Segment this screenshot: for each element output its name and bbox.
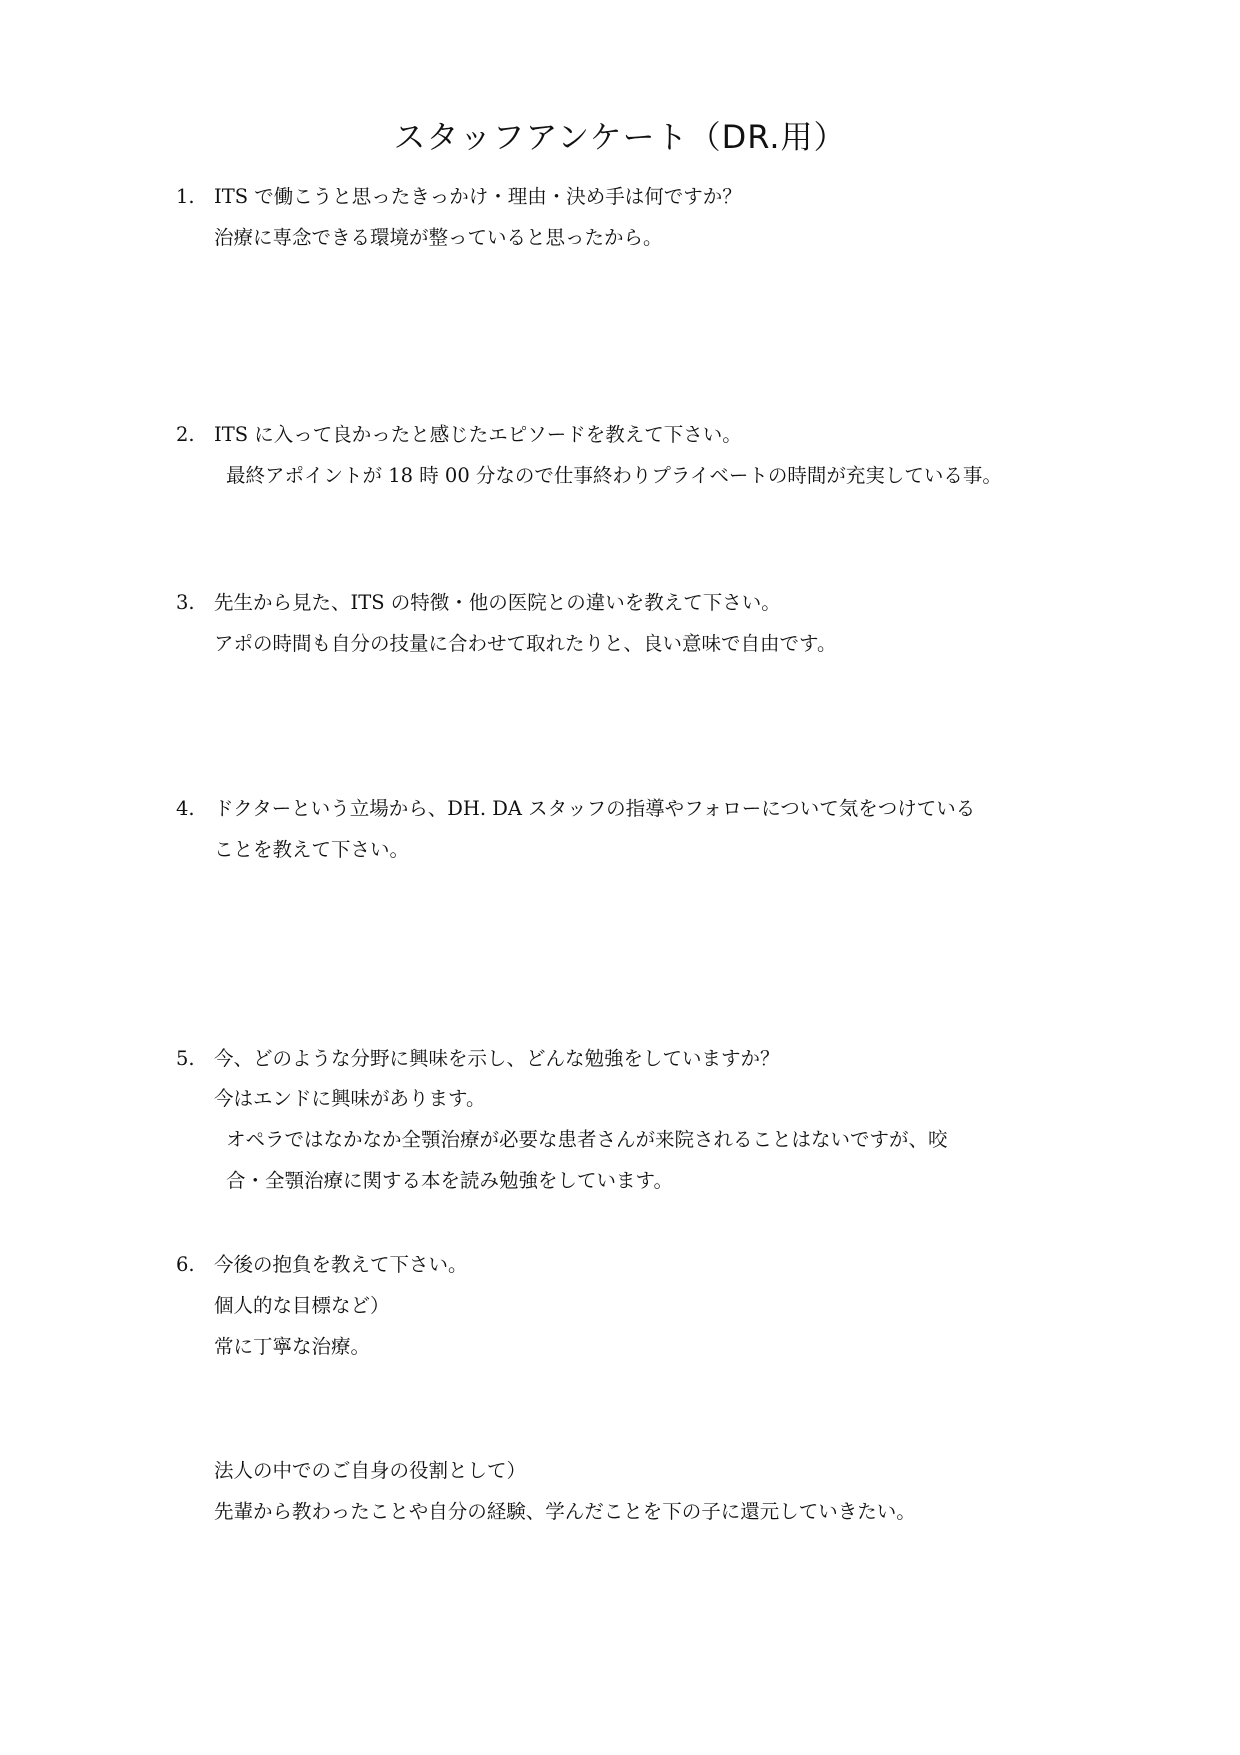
question-number: 4. <box>176 797 195 820</box>
question-number: 2. <box>176 423 195 446</box>
question-number: 6. <box>176 1253 195 1276</box>
question-text: 今、どのような分野に興味を示し、どんな勉強をしていますか？ <box>214 1047 780 1070</box>
answer-text: アポの時間も自分の技量に合わせて取れたりと、良い意味で自由です。 <box>214 632 837 655</box>
page-title: スタッフアンケート（DR.用） <box>393 118 847 156</box>
question-number: 5. <box>176 1047 195 1070</box>
question-text: 先生から見た、ITS の特徴・他の医院との違いを教えて下さい。 <box>214 591 781 614</box>
answer-text: 法人の中でのご自身の役割として） <box>214 1459 527 1482</box>
question-text: ドクターという立場から、DH. DA スタッフの指導やフォローについて気をつけている <box>214 797 976 820</box>
answer-text: オペラではなかなか全顎治療が必要な患者さんが来院されることはないですが、咬 <box>226 1128 948 1151</box>
answer-text: 個人的な目標など） <box>214 1294 390 1317</box>
question-text: ITS に入って良かったと感じたエピソードを教えて下さい。 <box>214 423 742 446</box>
answer-text: 最終アポイントが 18 時 00 分なので仕事終わりプライベートの時間が充実している事。 <box>226 464 1002 487</box>
answer-text: 合・全顎治療に関する本を読み勉強をしています。 <box>226 1169 673 1192</box>
question-text: ことを教えて下さい。 <box>214 838 410 861</box>
question-number: 3. <box>176 591 195 614</box>
question-number: 1. <box>176 185 195 208</box>
answer-text: 常に丁寧な治療。 <box>214 1335 371 1358</box>
answer-text: 先輩から教わったことや自分の経験、学んだことを下の子に還元していきたい。 <box>214 1500 916 1523</box>
answer-text: 治療に専念できる環境が整っていると思ったから。 <box>214 226 663 249</box>
question-text: ITS で働こうと思ったきっかけ・理由・決め手は何ですか？ <box>214 185 742 208</box>
question-text: 今後の抱負を教えて下さい。 <box>214 1253 468 1276</box>
answer-text: 今はエンドに興味があります。 <box>214 1087 486 1110</box>
